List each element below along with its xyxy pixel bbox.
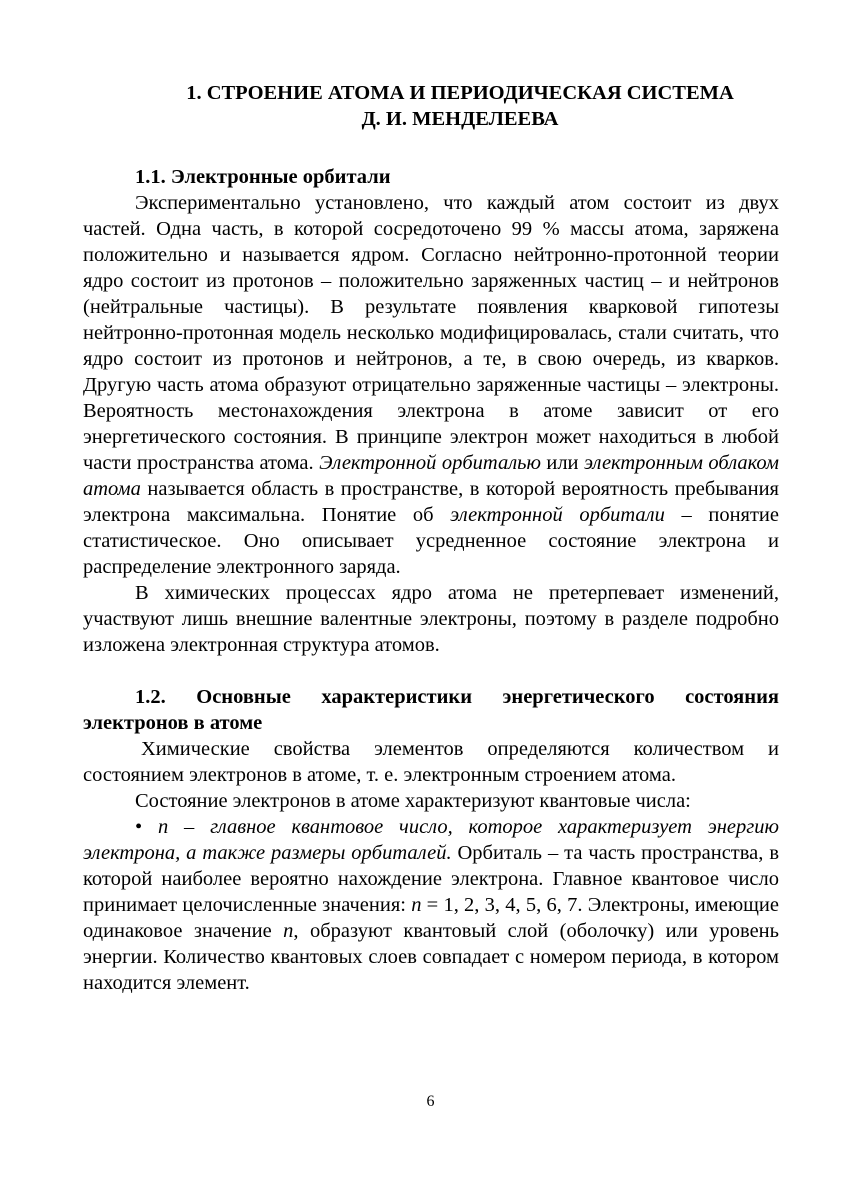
section-2-paragraph-3 — [83, 814, 779, 996]
page-content — [83, 80, 779, 996]
paragraph-text: называется область в пространстве, в которой вероятность пребывания электрона максимальна. Понятие об — [83, 478, 779, 526]
term-electron-cloud: электронным облаком атома — [83, 452, 779, 500]
section-2-paragraph-2: Состояние электронов в атоме характеризуют квантовые числа: — [135, 790, 691, 812]
chapter-title-line-2: Д. И. МЕНДЕЛЕЕВА — [361, 108, 559, 130]
section-1-paragraph-1 — [83, 190, 779, 580]
section-2-title: 1.2. Основные характеристики энергетического состояния электронов в атоме — [83, 686, 779, 734]
page-number: 6 — [426, 1093, 435, 1110]
term-electron-orbital-2: электронной орбитали — [450, 504, 665, 526]
section-2-paragraph-1: Химические свойства элементов определяются количеством и состоянием электронов в атоме, т. е. электронным строением атома. — [83, 738, 779, 786]
paragraph-text: или — [540, 452, 584, 474]
paragraph-text: Орбиталь – та часть пространства, в которой наиболее вероятно нахождение электрона. Главное квантовое число принимает целочисленные значения: — [83, 842, 779, 916]
paragraph-text: Экспериментально установлено, что каждый атом состоит из двух частей. Одна часть, в которой сосредоточено 99 % массы атома, заряжена положительно и называется ядром. Согласно нейтронно-протонной теории ядро состоит из протонов – положительно заряженных частиц – и нейтронов (нейтральные частицы). В результате появления кварковой гипотезы нейтронно-протонная модель несколько модифицировалась, стали считать, что ядро состоит из протонов и нейтронов, а те, в свою очередь, из кварков. Другую часть атома образуют отрицательно заряженные частицы – электроны. Вероятность местонахождения электрона в атоме зависит от его энергетического состояния. В принципе электрон может находиться в любой части пространства атома. — [83, 192, 779, 474]
chapter-title-line-1: 1. СТРОЕНИЕ АТОМА И ПЕРИОДИЧЕСКАЯ СИСТЕМА — [186, 82, 734, 104]
term-principal-quantum-number: n – главное квантовое число, которое характеризует энергию электрона, а также размеры орбиталей. — [83, 816, 779, 864]
paragraph-text: – понятие статистическое. Оно описывает усредненное состояние электрона и распределение электронного заряда. — [83, 504, 779, 578]
symbol-n: n — [283, 920, 294, 942]
symbol-n: n — [411, 894, 422, 916]
section-1-title: 1.1. Электронные орбитали — [135, 166, 391, 188]
chapter-title — [83, 80, 779, 132]
paragraph-text: = 1, 2, 3, 4, 5, 6, 7. Электроны, имеющие одинаковое значение — [83, 894, 779, 942]
section-1-paragraph-2: В химических процессах ядро атома не претерпевает изменений, участвуют лишь внешние валентные электроны, поэтому в разделе подробно изложена электронная структура атомов. — [83, 582, 779, 656]
bullet: • — [135, 816, 143, 838]
paragraph-text: , образуют квантовый слой (оболочку) или уровень энергии. Количество квантовых слоев совпадает с номером периода, в котором находится элемент. — [83, 920, 779, 994]
term-electron-orbital: Электронной орбиталью — [319, 452, 541, 474]
